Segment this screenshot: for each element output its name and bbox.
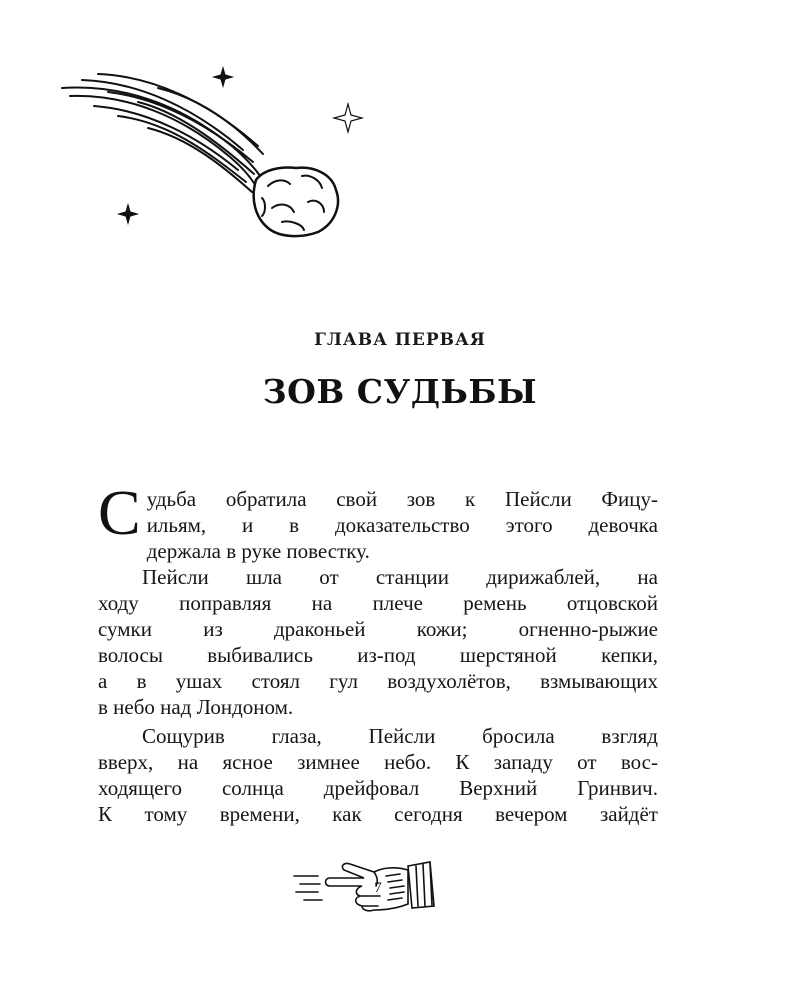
drop-cap: С xyxy=(98,477,141,548)
paragraph xyxy=(98,668,658,694)
text-line: удьба обратила свой зов к Пейсли Фицу- xyxy=(146,487,658,511)
text-line: К тому времени, как сегодня вечером зайдёт xyxy=(98,802,658,826)
sparkle-star-icon xyxy=(119,205,137,223)
text-line: Сощурив глаза, Пейсли бросила взгляд xyxy=(142,724,658,748)
sparkle-star-icon xyxy=(214,68,232,86)
paragraph xyxy=(98,616,658,642)
paragraph xyxy=(98,775,658,801)
comet-illustration xyxy=(58,62,378,242)
paragraph xyxy=(98,723,658,749)
text-line: сумки из драконьей кожи; огненно-рыжие xyxy=(98,617,658,641)
body-text xyxy=(98,477,658,827)
paragraph xyxy=(98,538,658,564)
text-line: в небо над Лондоном. xyxy=(98,695,294,719)
text-line: ходящего солнца дрейфовал Верхний Гринвич. xyxy=(98,776,658,800)
paragraph xyxy=(98,801,658,827)
paragraph xyxy=(98,694,658,720)
paragraph xyxy=(98,590,658,616)
comet-icon xyxy=(62,74,338,236)
pointing-hand-icon xyxy=(290,848,440,920)
text-line: вверх, на ясное зимнее небо. К западу от вос- xyxy=(98,750,658,774)
text-line: ходу поправляя на плече ремень отцовской xyxy=(98,591,658,615)
text-line: ильям, и в доказательство этого девочка xyxy=(146,513,658,537)
text-line: а в ушах стоял гул воздухолётов, взмывающих xyxy=(98,669,658,693)
chapter-title: ЗОВ СУДЬБЫ xyxy=(262,372,538,411)
paragraph xyxy=(98,564,658,590)
paragraph xyxy=(98,477,658,548)
text-line: Пейсли шла от станции дирижаблей, на xyxy=(142,565,658,589)
paragraph xyxy=(98,749,658,775)
text-line: держала в руке повестку. xyxy=(146,539,370,563)
sparkle-star-icon xyxy=(334,104,362,132)
paragraph xyxy=(98,642,658,668)
chapter-label: ГЛАВА ПЕРВАЯ xyxy=(314,330,486,350)
text-line: волосы выбивались из-под шерстяной кепки, xyxy=(98,643,658,667)
page-number: 7 xyxy=(374,880,382,896)
